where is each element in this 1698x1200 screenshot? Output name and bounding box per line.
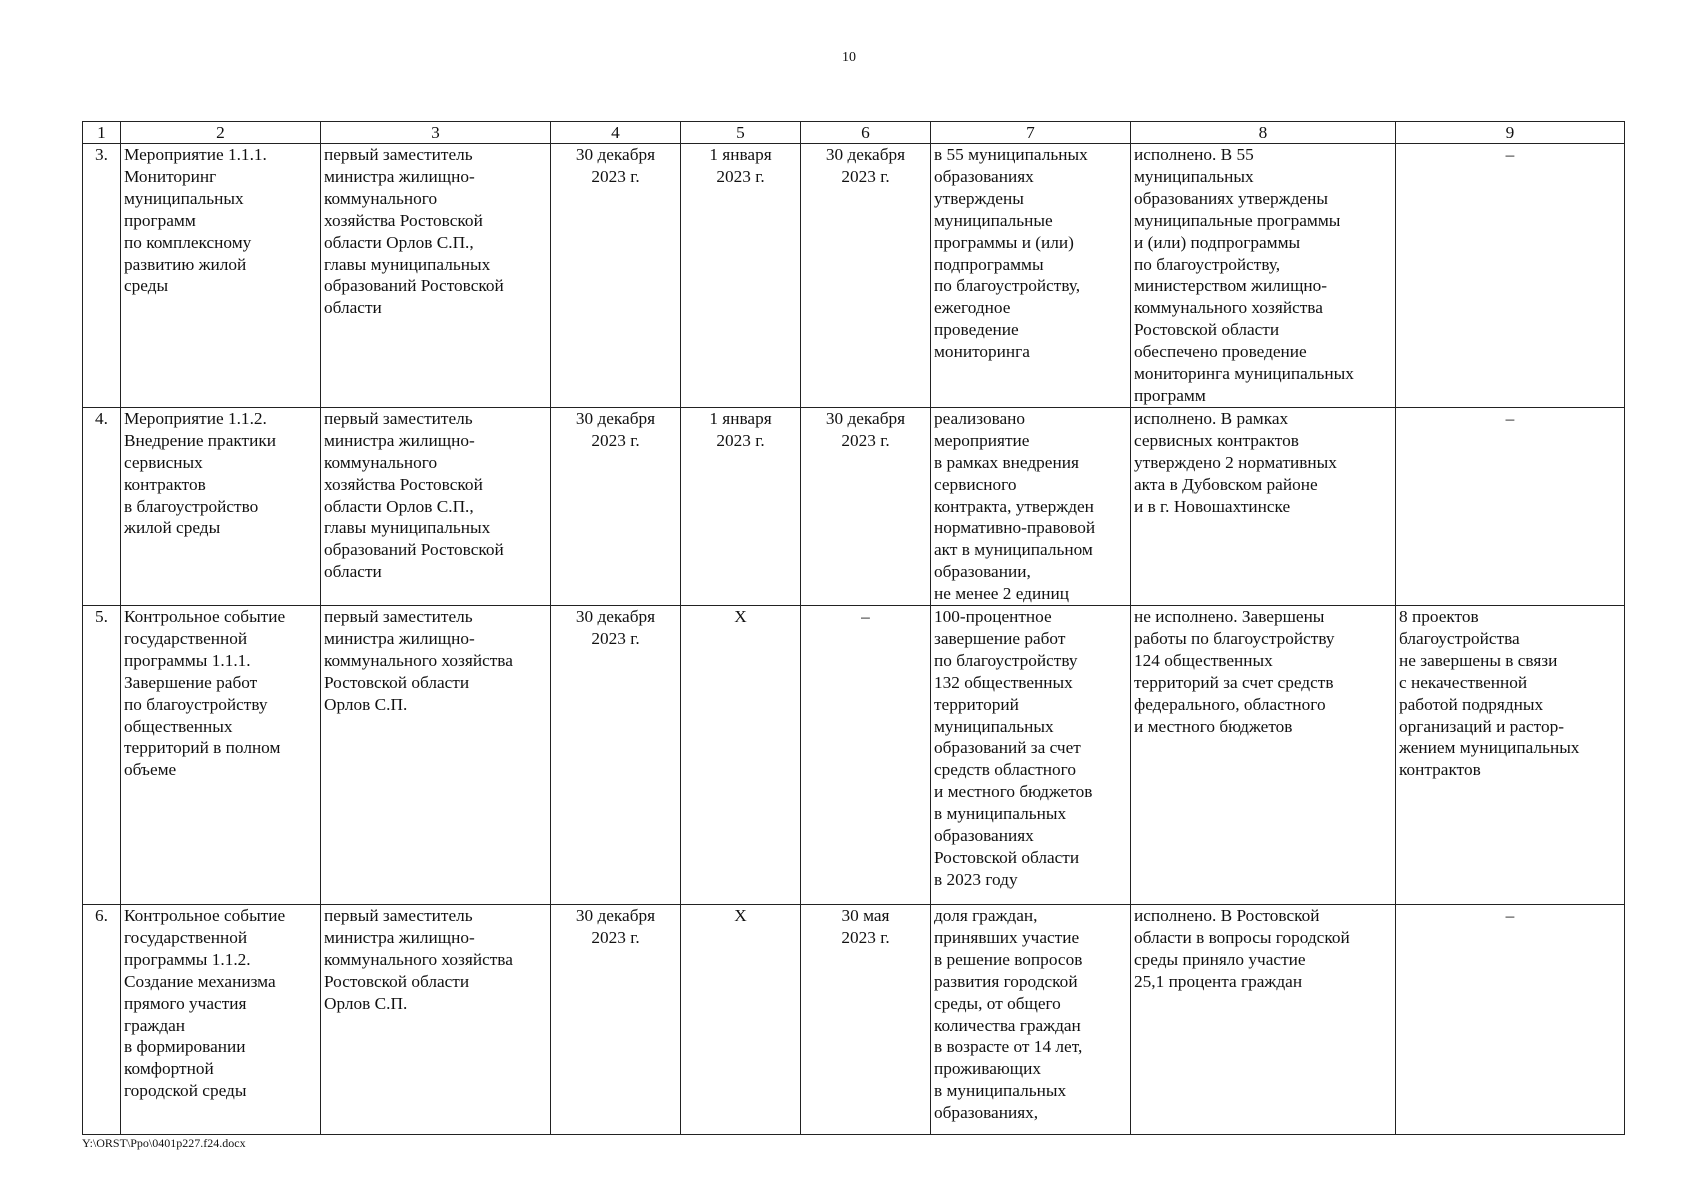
end-date: 30 мая 2023 г. <box>801 905 931 1135</box>
failure-reasons: 8 проектов благоустройства не завершены в связи с некачественной работой подрядных организаций и растор- жением муниципальных контрактов <box>1396 606 1625 905</box>
col-header-6: 6 <box>801 122 931 144</box>
start-date: Х <box>681 905 801 1135</box>
table-row <box>83 407 1625 605</box>
row-number: 3. <box>83 144 121 408</box>
actual-result: исполнено. В рамках сервисных контрактов утверждено 2 нормативных акта в Дубовском районе и в г. Новошахтинске <box>1131 407 1396 605</box>
actual-result: не исполнено. Завершены работы по благоустройству 124 общественных территорий за счет средств федерального, областного и местного бюджетов <box>1131 606 1396 905</box>
event-name: Мероприятие 1.1.1. Мониторинг муниципальных программ по комплексному развитию жилой среды <box>121 144 321 408</box>
actual-result: исполнено. В 55 муниципальных образованиях утверждены муниципальные программы и (или) подпрограммы по благоустройству, министерством жилищно- коммунального хозяйства Ростовской области обеспечено проведение мониторинга муниципальных программ <box>1131 144 1396 408</box>
report-table <box>82 121 1625 1135</box>
plan-date: 30 декабря 2023 г. <box>551 905 681 1135</box>
event-name: Мероприятие 1.1.2. Внедрение практики сервисных контрактов в благоустройство жилой среды <box>121 407 321 605</box>
col-header-7: 7 <box>931 122 1131 144</box>
col-header-8: 8 <box>1131 122 1396 144</box>
responsible-executor: первый заместитель министра жилищно- коммунального хозяйства Ростовской области Орлов С.П., главы муниципальных образований Ростовской области <box>321 407 551 605</box>
responsible-executor: первый заместитель министра жилищно- коммунального хозяйства Ростовской области Орлов С.П. <box>321 606 551 905</box>
table-row <box>83 144 1625 408</box>
file-path-footer: Y:\ORST\Ppo\0401p227.f24.docx <box>82 1136 246 1150</box>
table-row <box>83 606 1625 905</box>
row-number: 4. <box>83 407 121 605</box>
failure-reasons: – <box>1396 144 1625 408</box>
failure-reasons: – <box>1396 407 1625 605</box>
failure-reasons: – <box>1396 905 1625 1135</box>
plan-date: 30 декабря 2023 г. <box>551 144 681 408</box>
actual-result: исполнено. В Ростовской области в вопросы городской среды приняло участие 25,1 процента граждан <box>1131 905 1396 1135</box>
expected-result: в 55 муниципальных образованиях утверждены муниципальные программы и (или) подпрограммы по благоустройству, ежегодное проведение мониторинга <box>931 144 1131 408</box>
event-name: Контрольное событие государственной программы 1.1.2. Создание механизма прямого участия граждан в формировании комфортной городской среды <box>121 905 321 1135</box>
responsible-executor: первый заместитель министра жилищно- коммунального хозяйства Ростовской области Орлов С.П., главы муниципальных образований Ростовской области <box>321 144 551 408</box>
end-date: 30 декабря 2023 г. <box>801 144 931 408</box>
col-header-5: 5 <box>681 122 801 144</box>
end-date: 30 декабря 2023 г. <box>801 407 931 605</box>
table-row <box>83 905 1625 1135</box>
page-number: 10 <box>842 50 856 65</box>
col-header-3: 3 <box>321 122 551 144</box>
plan-date: 30 декабря 2023 г. <box>551 407 681 605</box>
expected-result: доля граждан, принявших участие в решение вопросов развития городской среды, от общего количества граждан в возрасте от 14 лет, проживающих в муниципальных образованиях, <box>931 905 1131 1135</box>
plan-date: 30 декабря 2023 г. <box>551 606 681 905</box>
col-header-2: 2 <box>121 122 321 144</box>
responsible-executor: первый заместитель министра жилищно- коммунального хозяйства Ростовской области Орлов С.П. <box>321 905 551 1135</box>
col-header-1: 1 <box>83 122 121 144</box>
col-header-9: 9 <box>1396 122 1625 144</box>
header-row <box>83 122 1625 144</box>
col-header-4: 4 <box>551 122 681 144</box>
start-date: Х <box>681 606 801 905</box>
end-date: – <box>801 606 931 905</box>
expected-result: реализовано мероприятие в рамках внедрения сервисного контракта, утвержден нормативно-правовой акт в муниципальном образовании, не менее 2 единиц <box>931 407 1131 605</box>
expected-result: 100-процентное завершение работ по благоустройству 132 общественных территорий муниципальных образований за счет средств областного и местного бюджетов в муниципальных образованиях Ростовской области в 2023 году <box>931 606 1131 905</box>
start-date: 1 января 2023 г. <box>681 407 801 605</box>
row-number: 6. <box>83 905 121 1135</box>
row-number: 5. <box>83 606 121 905</box>
event-name: Контрольное событие государственной программы 1.1.1. Завершение работ по благоустройству общественных территорий в полном объеме <box>121 606 321 905</box>
start-date: 1 января 2023 г. <box>681 144 801 408</box>
